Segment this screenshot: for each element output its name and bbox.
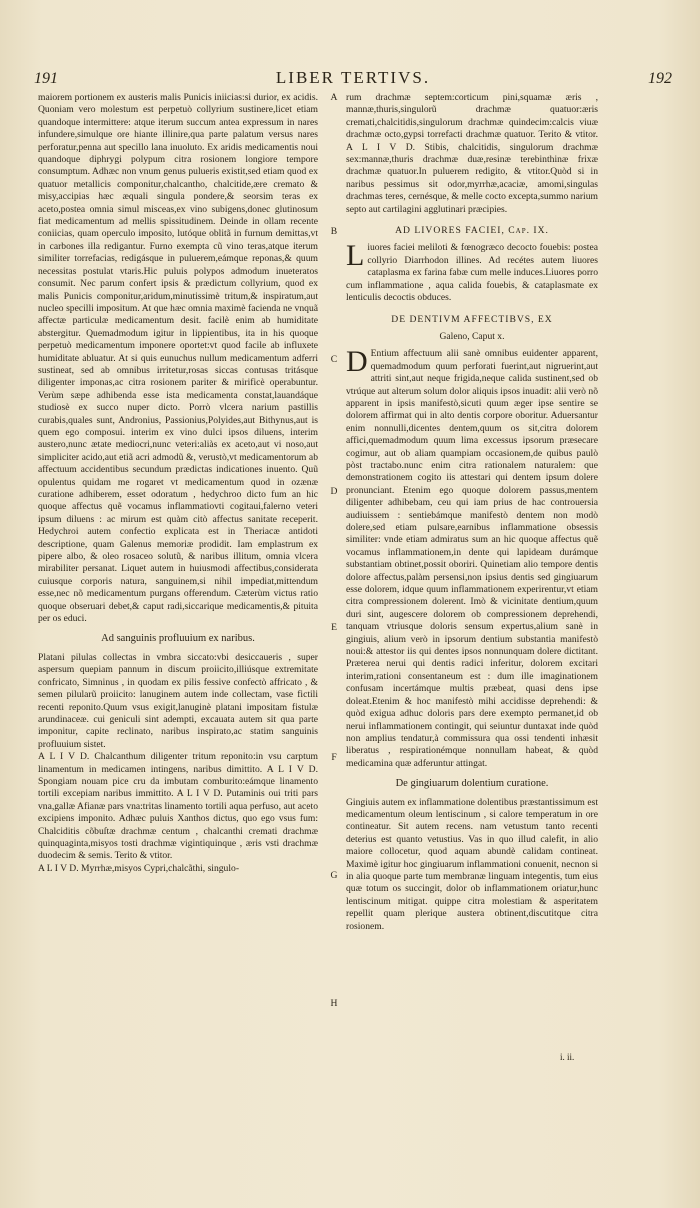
right-paragraph-3-text: Entium affectuum alii sanè omnibus euidenter apparent, quemadmodum quum perforati fuerint,aut nigruerint,aut attriti sint,aut neque frigida,neque calida sustinent,sed ob vtrúque aut alterum solum dolor aliquis ipsos inuadit: alii verò nõ apparent in ipsis manifestò,sicuti quum æger ipse sentire se dolorem affirmat qui in alto dentis corpore oboritur. Aduersantur enim nonnulli,dicentes dentem,quum os sit,citra dolorem affici,quemadmodum quum lima excessus ipsorum præsecare cogimur, aut ob aliam quampiam occasionem,de quibus paulò pòst tractabo.nunc enim citra rationalem naturalem: que demonstrationem cogito iis attestari qui dentem ipsum dolere pronunciant. Etenim ego quoque dolorem passus,mentem diligenter adhibebam, ceu qui iam prius de hac controuersia audiuissem : sentiebámque manifestò dentem non modò dolere,sed etiam pulsare,earnibus inflammatione obsessis similiter: vnde etiam admiratus sum an hic quoque affectus quẽ vocamus inflammationem,in dente qui lapideam durámque substantiam obtinet,possit oboriri. Quinetiam alio tempore dentis dolore affectus,palàm persensi,non ipsius dentis sed gingiuarum esse dolorem, idque quum inflammationem experirentur,vt etiam citra compressionem dolerent. Imò & vicinitate dentium,quum duri sint, augescere dolorem ob compressionem deprehendi, tanquam vtriusque doloris sensum expertus,alium sanè in gingiuis, alium verò in ipsorum dentium substantia manifestò noui:& attestor iis qui dentes ipsos nonnunquam dolere dictitant. Præterea nerui qui dentis radici inferitur, dolorem excitari interim,rationi consentaneum est : dum ille imaginationem confusam incertámque multis præbeat, quasi dens ipse doleat.Etenim & hoc manifestò mihi accidisse deprehendi: & quòd exigua adhuc doloris pars dere exempto permanet,id ob nerui inflammationem contingit, qui seiuntur duntaxat inde quòd non amplius tendatur,à commissura qua ossi tendenti inhæsit liberatus , respirationémque nonnullam habeat, & quòd medicamina quæ adferuntur attingat.: [346, 348, 598, 769]
subheading-gingiuae: De gingiuarum dolentium curatione.: [395, 778, 549, 790]
right-paragraph-1: rum drachmæ septem:corticum pini,squamæ æris , mannæ,thuris,singulorũ drachmæ quatuor:æris cremati,chalcitidis,singulorum drachmæ quindecim:calcis viuæ drachmæ octo,gypsi torrefacti drachmæ quatuor. Terito & vtitor. A L I V D. Stibis, chalcitidis, singulorum drachmæ sex:mannæ,thuris drachmæ duæ,resinæ terebinthinæ frixæ drachmæ quatuor.In puluerem redigito, & vtitor.Quòd si in naribus pessimus sit odor,myrrhæ,acaciæ, amomi,singulas drachmas teres, cernésque, & melle cocto excepta,summo narium septo aut cartilagini agglutinari præcipies.: [346, 92, 598, 215]
right-column: [346, 92, 598, 932]
margin-letter-f: F: [331, 752, 337, 763]
chapter-heading-dentium-sub: Galeno, Caput x.: [439, 330, 505, 342]
running-header: [34, 62, 672, 88]
left-paragraph-2: Platani pilulas collectas in vmbra siccato:vbi desiccaueris , super aspersum quepiam pannum in discum proiicito,illiúsque extremitate confricato, Simninus , in quodam ex pilis fessive confectò affricato , & semen pilularũ proiicito: lanuginem autem inde collectam, vase fictili recenti reponito.Quum vsus exigit,lanuginè platani impositam fistulæ arundinaceæ. cui geniculi sint adempti, excauata autem sit qua parte imponitur, capite reclinato, naribus inspirato,ac statim sanguinis profluuium sistet.: [38, 651, 318, 750]
margin-letter-h: H: [330, 998, 338, 1009]
left-paragraph-4: A L I V D. Myrrhæ,misyos Cypri,chalcãthi, singulo-: [38, 862, 240, 874]
running-title: LIBER TERTIVS.: [275, 68, 431, 87]
drop-cap-d: D: [346, 345, 368, 379]
margin-markers: [322, 92, 346, 1072]
left-paragraph-3: A L I V D. Chalcanthum diligenter tritum reponito:in vsu carptum linamentum in medicamen intingens, naribus dimittito. A L I V D. Spongiam nouam pice cru da imbutam comburito:eámque linamento tortili excepiam naribus immittito. A L I V D. Putaminis oui triti pars vna,gallæ Afianæ pars vna:tritas linamento tortili aqua perfuso, aut aceto excipiens imponito. Adhæc puluis Xanthos dictus, quo ego vsus fum: Chalciditis cõbuſtæ drachmæ centum , chalcanthi cremati drachmæ quinquaginta,misyos tosti drachmæ vigintiquinque , æris vsti drachmæ duodecim & semis. Terito & vtitor.: [38, 751, 318, 862]
subheading-nosebleed: Ad sanguinis profluuium ex naribus.: [101, 633, 255, 645]
margin-letter-a: A: [330, 92, 338, 103]
left-column: [38, 92, 318, 1012]
margin-letter-b: B: [330, 226, 338, 237]
left-page-number: 191: [34, 70, 58, 87]
chapter-heading-livores: AD LIVORES FACIEI, Cap. IX.: [395, 225, 549, 237]
margin-letter-d: D: [330, 486, 338, 497]
right-page-number: 192: [647, 70, 672, 87]
drop-cap-l: L: [346, 239, 365, 273]
right-paragraph-4: Gingiuis autem ex inflammatione dolentibus præstantissimum est medicamentum oleum lentiscinum , si calore temperatum in ore contineatur. Sit autem recens. nam vetustum tanto recenti deterius est quanto vetustius. Vas in quo illud calefit, in alio maiore collocetur, quod aquam abundè calidam contineat. Maximè igitur hoc gingiuarum inflammationi conuenit, necnon si in alia quoque parte tum membranæ linguam integentis, tum eius quæ totum os succingit, dolor ob inflammationem oriatur,hunc lentiscinum mitigat. quippe citra molestiam & asperitatem repellit quam plerique austera obtinent,discutitque citra rosionem.: [346, 796, 598, 932]
margin-letter-e: E: [331, 622, 337, 633]
margin-letter-c: C: [330, 354, 338, 365]
right-paragraph-2-text: iuores faciei meliloti & fœnogræco decocto fouebis: postea collyrio Diarrhodon illines. Ad recétes autem liuores cataplasma ex farina fabæ cum melle induces.Liuores porro cum inflammatione , aqua calida fouebis, & cataplasmate ex lenticulis decoctis obduces.: [346, 242, 598, 304]
margin-letter-g: G: [330, 870, 338, 881]
right-paragraph-3: [346, 345, 598, 770]
chapter-heading-dentium: DE DENTIVM AFFECTIBVS, EX: [391, 313, 553, 325]
right-paragraph-2: [346, 239, 598, 304]
left-paragraph-1: maiorem portionem ex austeris malis Punicis iniicias:si durior, ex acidis. Quoniam vero molestum est perpetuò collyrium sustinere,licet etiam quandoque intermittere: atque iterum succum antea expressum in nares infundere,simulque ore hiante illinire,qua parte palatum versus nares perforatur,penna aut specillo lana inuoluto. Ex aridis medicamentis noui quandoque diphrygi polypum citra rosionem longiore tempore consumptum. Adhæc non vnum genus pulueris existit,sed etiam quod ex quatuor metallicis componitur,chalcantho, chalcitide,ære cremato & misy,accipias hæc æquali singula pondere,& seorsim teras ex aceto,postea omnia simul misceas,ex vino subigens,donec glutinosum fiat medicamentum ad mellis spissitudinem. Deinde in ollam recente coniicias, quam operculo imposito, lutóque oblitã in furnum demittas,vt in carbones illa redigantur. Furno exempta cũ vino teras,atque iterum similiter torrefacias, redigásque in puluerem,eámque reponas,& quum necessitas postulat vtaris.Hic puluis polypos admodum inueteratos consumit. Nec parum confert ipsis & prædictum collyrium, quod ex malis Punicis componitur,aridum,minutissimè tritum,& inspiratum,aut nucleo specilli impositum. At que hæc omnia maximè facienda ne vnquã affectæ particulæ medicamentum desit. facilè enim ab humiditate abstergitur. Quemadmodum igitur in lippientibus, ita in his quoque perpetuò medicamentum imponere oportet:vt quod facile ab influxete humiditate abluatur. At si quis eunuchus nullum medicamentum adferri sustineat, sed ab omnibus irritetur,rosas siccas contusas tritásque diligenter imponas,ac citra rosionem pariter & mirificè operabuntur. Verùm sæpe adhibenda esse ista medicamenta constat,lauandáque studiosè ex succo nuper dicto. Porrò vlcera narium pastillis curabis,quales sunt, Andronius, Passionius,Polyides,aut Bithynus,aut is quem ego composui. interim ex vino dulci ipsos diluens, interim austero,nunc ætate mediocri,nunc veteri:aliàs ex aceto,aut vi noso,aut simpliciter acido,aut etiã acri admodũ &, verustò,vt medicamentorum ab affectuum accidentibus secundum prædictas indicationes inuento. Quũ opulentus quidam me rogaret vt medicamentum quod in ozænæ curatione adhiberem, esset odoratum , hedychroo dicto fum an hic quoque affectus quẽ vocamus inflammatiovti cogitaui,falerno veteri ipsum diluens : ac mirum est quàm citò affectus sanitate receperit. Hedychroi autem confectio explicata est in Theriacæ antidoti descriptione, quam Galenus memoriæ prodidit. Iam emplastrum ex pipere albo, & oleo rosaceo solutũ, & naribus illitum, omnia vlcera mirabiliter persanat. Liquet autem in huiusmodi affectibus,considerata cuiusque corporis natura, sanguinem,si nihil impediat,mittendum esse,nec nõ medicamentum purgans offerendum. Cæterùm victus ratio quoque obseruari debet,& caput radi,siccarique medicamentis,& pituita per os educi.: [38, 92, 318, 625]
catchword: i. ii.: [560, 1052, 575, 1062]
